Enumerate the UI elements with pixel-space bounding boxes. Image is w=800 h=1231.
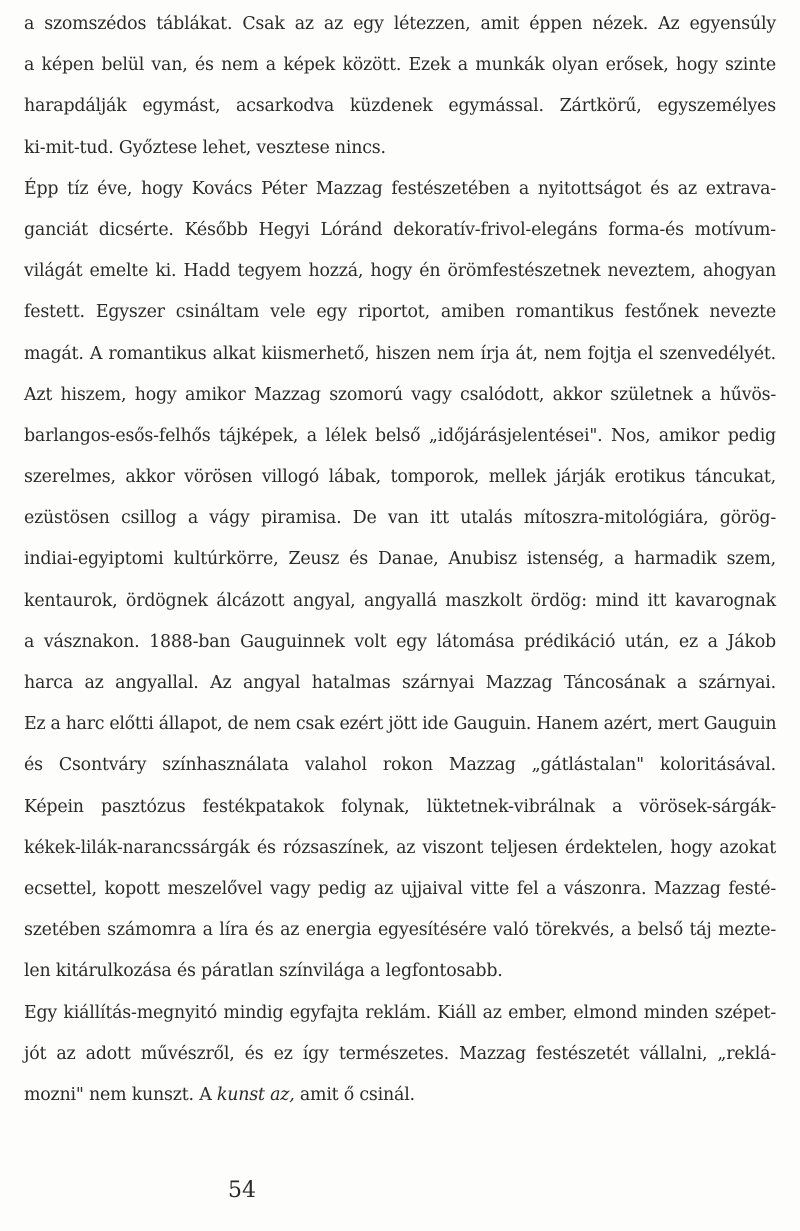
text-line: ecsettel, kopott meszelővel vagy pedig az ujjaival vitte fel a vászonra. Mazzag festé-: [24, 878, 776, 899]
text-line: harapdálják egymást, acsarkodva küzdenek egymással. Zártkörű, egyszemélyes: [24, 96, 776, 117]
body-text: [24, 4, 776, 1116]
text-line: a szomszédos táblákat. Csak az az egy létezzen, amit éppen nézek. Az egyensúly: [24, 14, 776, 34]
text-line: és Csontváry színhasználata valahol rokon Mazzag „gátlástalan" koloritásával.: [24, 755, 776, 776]
final-line-start: mozni" nem kunszt. A: [24, 1084, 217, 1105]
final-text-line: [24, 1075, 776, 1116]
text-line: ki-mit-tud. Győztese lehet, vesztese nincs.: [24, 137, 386, 158]
text-line: Épp tíz éve, hogy Kovács Péter Mazzag festészetében a nyitottságot és az extrava-: [24, 178, 776, 199]
text-line: szetében számomra a líra és az energia egyesítésére való törekvés, a belső táj mezte-: [24, 920, 776, 941]
text-line: kentaurok, ördögnek álcázott angyal, angyallá maszkolt ördög: mind itt kavarognak: [24, 590, 776, 611]
text-line: világát emelte ki. Hadd tegyem hozzá, hogy én örömfestészetnek neveztem, ahogyan: [24, 261, 776, 282]
text-line: a képen belül van, és nem a képek között. Ezek a munkák olyan erősek, hogy szinte: [24, 55, 776, 76]
text-line: barlangos-esős-felhős tájképek, a lélek belső „időjárásjelentései". Nos, amikor pedig: [24, 425, 776, 446]
page-number: 54: [228, 1178, 256, 1203]
text-line: festett. Egyszer csináltam vele egy riportot, amiben romantikus festőnek nevezte: [24, 302, 776, 323]
text-line: Képein pasztózus festékpatakok folynak, lüktetnek-vibrálnak a vörösek-sárgák-: [24, 796, 776, 817]
final-line-end: amit ő csinál.: [294, 1084, 415, 1105]
text-line: szerelmes, akkor vörösen villogó lábak, tomporok, mellek járják erotikus táncukat,: [24, 467, 776, 488]
text-line: Ez a harc előtti állapot, de nem csak ezért jött ide Gauguin. Hanem azért, mert Gauguin: [24, 714, 777, 735]
text-line: kékek-lilák-narancssárgák és rózsaszínek, az viszont teljesen érdektelen, hogy azokat: [24, 837, 776, 858]
italic-phrase: kunst az,: [216, 1084, 295, 1105]
text-line: harca az angyallal. Az angyal hatalmas szárnyai Mazzag Táncosának a szárnyai.: [24, 673, 776, 693]
text-line: len kitárulkozása és páratlan színvilága a legfontosabb.: [24, 961, 503, 982]
text-line: magát. A romantikus alkat kiismerhető, hiszen nem írja át, nem fojtja el szenvedélyét.: [24, 343, 776, 364]
text-line: ezüstösen csillog a vágy piramisa. De van itt utalás mítoszra-mitológiára, görög-: [24, 508, 776, 529]
text-line: a vásznakon. 1888-ban Gauguinnek volt egy látomása prédikáció után, ez a Jákob: [24, 631, 776, 652]
text-line: jót az adott művészről, és ez így természetes. Mazzag festészetét vállalni, „reklá-: [24, 1043, 776, 1064]
text-line: indiai-egyiptomi kultúrkörre, Zeusz és Danae, Anubisz istenség, a harmadik szem,: [24, 549, 776, 570]
text-line: Egy kiállítás-megnyitó mindig egyfajta reklám. Kiáll az ember, elmond minden szépet-: [24, 1002, 776, 1023]
text-line: ganciát dicsérte. Később Hegyi Lóránd dekoratív-frivol-elegáns forma-és motívum-: [24, 219, 776, 240]
text-line: Azt hiszem, hogy amikor Mazzag szomorú vagy csalódott, akkor születnek a hűvös-: [24, 384, 776, 405]
